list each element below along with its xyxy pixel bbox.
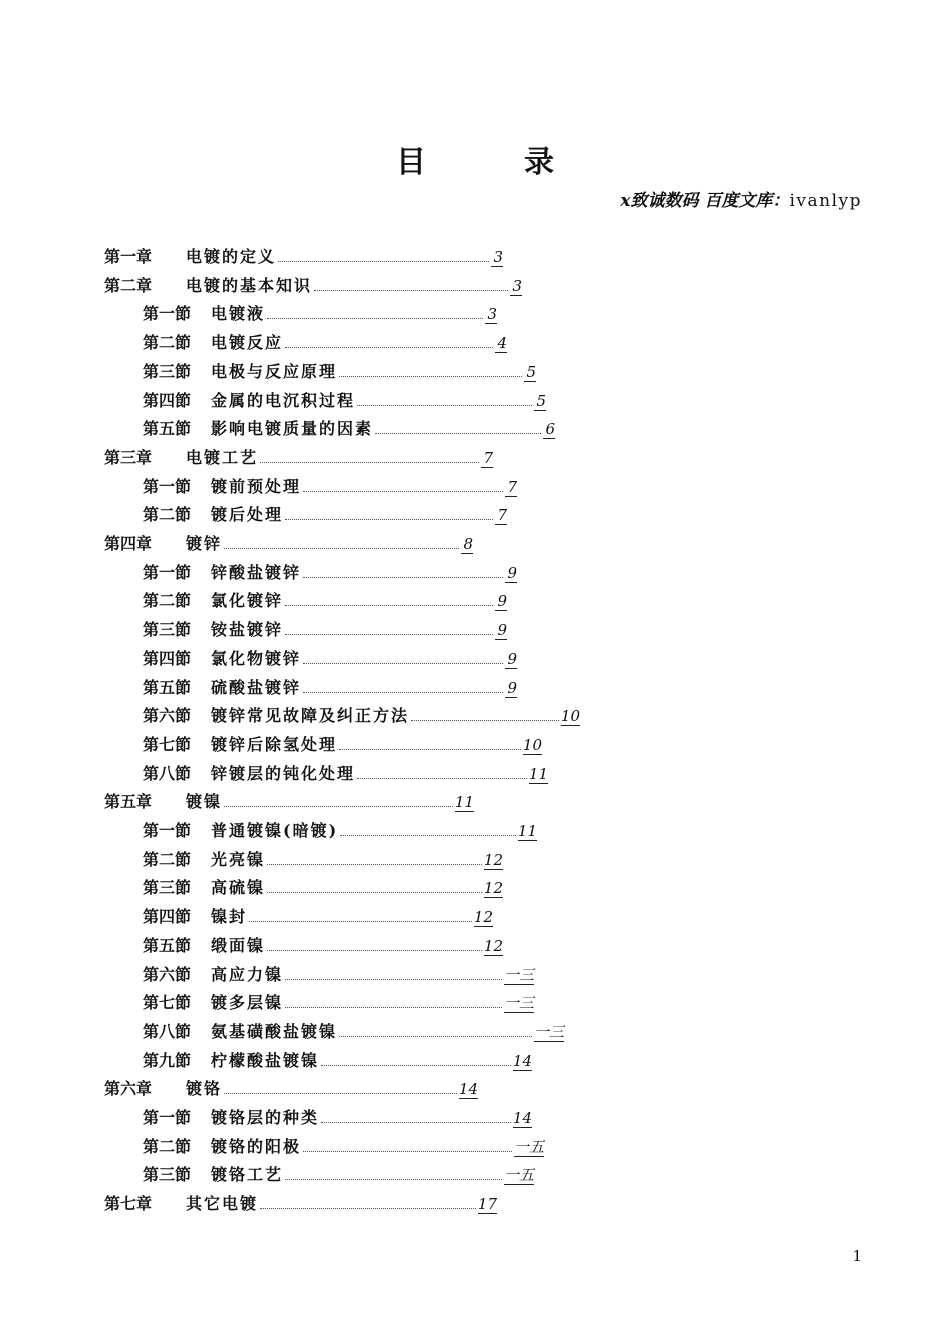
author-handle: ivanlyp (789, 191, 862, 211)
toc-page-number: 12 (483, 936, 503, 955)
toc-section-row[interactable] (143, 872, 503, 898)
author-line (620, 186, 862, 211)
toc-page-number: 11 (454, 793, 474, 812)
toc-section-row[interactable] (143, 557, 517, 583)
toc-title: 其它电镀 (186, 1194, 259, 1214)
toc-section-row[interactable] (143, 471, 517, 497)
toc-dot-leader (357, 404, 532, 406)
toc-title: 电镀的基本知识 (186, 275, 313, 295)
toc-dot-leader (321, 1121, 511, 1123)
toc-section-row[interactable] (143, 298, 497, 324)
toc-section-row[interactable] (143, 327, 507, 353)
toc-section-row[interactable] (143, 987, 534, 1013)
toc-page-number: 7 (481, 449, 493, 468)
toc-title: 镍封 (211, 907, 248, 927)
toc-section-row[interactable] (143, 901, 493, 927)
toc-label: 第五章 (104, 792, 153, 812)
toc-label: 第五節 (143, 935, 192, 955)
toc-label: 第九節 (143, 1050, 192, 1070)
toc-dot-leader (321, 1064, 511, 1066)
toc-section-row[interactable] (143, 385, 546, 411)
toc-section-row[interactable] (143, 614, 507, 640)
toc-page-number: 10 (522, 735, 542, 754)
toc-page-number: 9 (505, 679, 517, 698)
toc-title: 铵盐镀锌 (211, 620, 284, 640)
toc-chapter-row[interactable] (104, 1073, 478, 1099)
toc-label: 第六節 (143, 964, 192, 984)
toc-section-row[interactable] (143, 1016, 564, 1042)
toc-dot-leader (285, 978, 502, 980)
toc-section-row[interactable] (143, 758, 548, 784)
toc-label: 第二節 (143, 333, 192, 353)
toc-label: 第四節 (143, 648, 192, 668)
toc-label: 第二節 (143, 591, 192, 611)
toc-dot-leader (285, 633, 493, 635)
toc-page-number: 11 (528, 764, 548, 783)
toc-page-number: 3 (491, 248, 503, 267)
toc-label: 第一節 (143, 1108, 192, 1127)
toc-page-number: 7 (495, 506, 507, 525)
toc-page-number: 14 (512, 1109, 532, 1127)
toc-page-number: 5 (524, 363, 536, 382)
toc-page-number: 一五 (513, 1137, 544, 1156)
toc-dot-leader (278, 260, 489, 262)
toc-label: 第二節 (143, 505, 192, 525)
toc-title: 柠檬酸盐镀镍 (211, 1050, 320, 1070)
toc-section-row[interactable] (143, 356, 536, 382)
toc-dot-leader (303, 1150, 512, 1152)
toc-title: 高应力镍 (211, 964, 284, 984)
toc-label: 第二節 (143, 1136, 192, 1156)
toc-dot-leader (339, 748, 521, 750)
toc-label: 第七節 (143, 993, 192, 1013)
toc-title: 镀锌常见故障及纠正方法 (211, 706, 410, 726)
toc-dot-leader (357, 777, 527, 779)
toc-title: 氯化物镀锌 (211, 648, 302, 668)
toc-section-row[interactable] (143, 729, 542, 755)
toc-dot-leader (411, 719, 559, 721)
toc-title: 电镀反应 (211, 333, 284, 353)
toc-page-number: 一三 (503, 994, 534, 1013)
toc-label: 第三節 (143, 1165, 192, 1185)
toc-title: 镀前预处理 (211, 476, 302, 496)
toc-section-row[interactable] (143, 930, 503, 956)
toc-title: 光亮镍 (211, 849, 266, 869)
toc-dot-leader (339, 375, 522, 377)
toc-label: 第四章 (104, 534, 153, 553)
toc-section-row[interactable] (143, 499, 507, 525)
toc-label: 第四節 (143, 390, 192, 410)
toc-title: 电镀的定义 (186, 247, 277, 266)
toc-title: 普通镀镍(暗镀) (211, 821, 339, 840)
toc-dot-leader (249, 920, 472, 922)
toc-chapter-row[interactable] (104, 528, 473, 554)
toc-section-row[interactable] (143, 1045, 532, 1071)
toc-title: 缎面镍 (211, 935, 266, 955)
toc-section-row[interactable] (143, 959, 534, 985)
toc-page-number: 6 (543, 420, 555, 439)
toc-dot-leader (285, 1178, 502, 1180)
toc-title: 电极与反应原理 (211, 361, 338, 381)
toc-title: 镀铬的阳极 (211, 1136, 302, 1156)
toc-section-row[interactable] (143, 1131, 544, 1157)
toc-title: 镀铬 (186, 1079, 223, 1099)
toc-dot-leader (224, 1092, 457, 1094)
toc-title: 镀锌 (186, 534, 223, 553)
toc-label: 第三章 (104, 447, 153, 467)
toc-page-number: 12 (483, 879, 503, 898)
toc-page-number: 一五 (503, 1166, 534, 1185)
toc-page-number: 8 (461, 535, 473, 554)
toc-section-row[interactable] (143, 643, 517, 669)
toc-page-number: 10 (560, 707, 580, 726)
toc-title: 镀锌后除氢处理 (211, 734, 338, 754)
toc-title: 氯化镀锌 (211, 591, 284, 611)
toc-label: 第六節 (143, 706, 192, 726)
toc-label: 第五節 (143, 419, 192, 439)
toc-chapter-row[interactable] (104, 442, 493, 468)
toc-label: 第一節 (143, 821, 192, 840)
toc-title: 硫酸盐镀锌 (211, 677, 302, 697)
toc-label: 第八節 (143, 1021, 192, 1041)
toc-label: 第五節 (143, 677, 192, 697)
toc-dot-leader (267, 863, 482, 865)
toc-section-row[interactable] (143, 1102, 532, 1128)
toc-dot-leader (375, 432, 541, 434)
toc-dot-leader (285, 518, 493, 520)
toc-section-row[interactable] (143, 700, 580, 726)
page-number: 1 (852, 1247, 862, 1265)
toc-dot-leader (285, 346, 493, 348)
toc-page-number: 9 (505, 564, 517, 583)
toc-label: 第三節 (143, 361, 192, 381)
toc-page-number: 3 (510, 277, 522, 296)
toc-dot-leader (267, 317, 483, 319)
toc-page-number: 3 (485, 305, 497, 324)
toc-page-number: 5 (534, 392, 546, 411)
toc-label: 第一節 (143, 476, 192, 496)
toc-label: 第七章 (104, 1194, 153, 1214)
toc-page-number: 12 (483, 850, 503, 869)
toc-page-number: 一三 (503, 965, 534, 984)
toc-dot-leader (224, 805, 453, 807)
toc-label: 第一節 (143, 562, 192, 582)
toc-section-row[interactable] (143, 844, 503, 870)
toc-dot-leader (267, 891, 482, 893)
toc-label: 第七節 (143, 734, 192, 754)
toc-page-number: 11 (517, 822, 537, 840)
toc-label: 第一章 (104, 247, 153, 266)
toc-dot-leader (314, 289, 508, 291)
toc-section-row[interactable] (143, 585, 507, 611)
toc-dot-leader (303, 490, 503, 492)
toc-chapter-row[interactable] (104, 1188, 497, 1214)
toc-label: 第八節 (143, 763, 192, 783)
toc-page-number: 14 (512, 1051, 532, 1070)
toc-page-number: 14 (458, 1080, 478, 1099)
toc-dot-leader (260, 461, 479, 463)
toc-dot-leader (339, 1035, 532, 1037)
toc-section-row[interactable] (143, 1159, 534, 1185)
toc-chapter-row[interactable] (104, 270, 522, 296)
toc-dot-leader (285, 1006, 502, 1008)
toc-page-number: 9 (495, 592, 507, 611)
toc-page-number: 12 (473, 908, 493, 927)
toc-section-row[interactable] (143, 815, 537, 841)
toc-dot-leader (303, 576, 503, 578)
toc-title: 镀多层镍 (211, 993, 284, 1013)
toc-title: 电镀液 (211, 304, 266, 324)
toc-label: 第六章 (104, 1079, 153, 1099)
toc-dot-leader (285, 604, 493, 606)
toc-dot-leader (267, 949, 482, 951)
toc-dot-leader (260, 1207, 476, 1209)
toc-label: 第二章 (104, 275, 153, 295)
toc-title: 氨基磺酸盐镀镍 (211, 1021, 338, 1041)
toc-title: 锌镀层的钝化处理 (211, 763, 356, 783)
toc-page-number: 9 (495, 621, 507, 640)
toc-label: 第三節 (143, 620, 192, 640)
toc-page-number: 一三 (533, 1022, 564, 1041)
toc-title: 金属的电沉积过程 (211, 390, 356, 410)
toc-title: 镀镍 (186, 792, 223, 812)
toc-section-row[interactable] (143, 413, 555, 439)
toc-dot-leader (224, 547, 459, 549)
toc-page-number: 9 (505, 650, 517, 669)
toc-chapter-row[interactable] (104, 241, 503, 267)
page-title: 目 录 (396, 145, 588, 180)
toc-page-number: 4 (495, 334, 507, 353)
toc-title: 镀铬层的种类 (211, 1108, 320, 1127)
toc-label: 第三節 (143, 878, 192, 898)
author-prefix: x致诚数码 百度文库： (620, 191, 790, 211)
toc-title: 锌酸盐镀锌 (211, 562, 302, 582)
toc-dot-leader (303, 662, 503, 664)
toc-title: 影响电镀质量的因素 (211, 419, 374, 439)
toc-dot-leader (340, 834, 516, 836)
toc-page-number: 17 (477, 1195, 497, 1214)
toc-title: 高硫镍 (211, 878, 266, 898)
toc-page-number: 7 (505, 478, 517, 497)
toc-dot-leader (303, 691, 503, 693)
toc-title: 镀后处理 (211, 505, 284, 525)
toc-label: 第二節 (143, 849, 192, 869)
toc-label: 第四節 (143, 907, 192, 927)
toc-title: 电镀工艺 (186, 447, 259, 467)
toc-title: 镀铬工艺 (211, 1165, 284, 1185)
toc-section-row[interactable] (143, 672, 517, 698)
toc-label: 第一節 (143, 304, 192, 324)
toc-chapter-row[interactable] (104, 786, 474, 812)
